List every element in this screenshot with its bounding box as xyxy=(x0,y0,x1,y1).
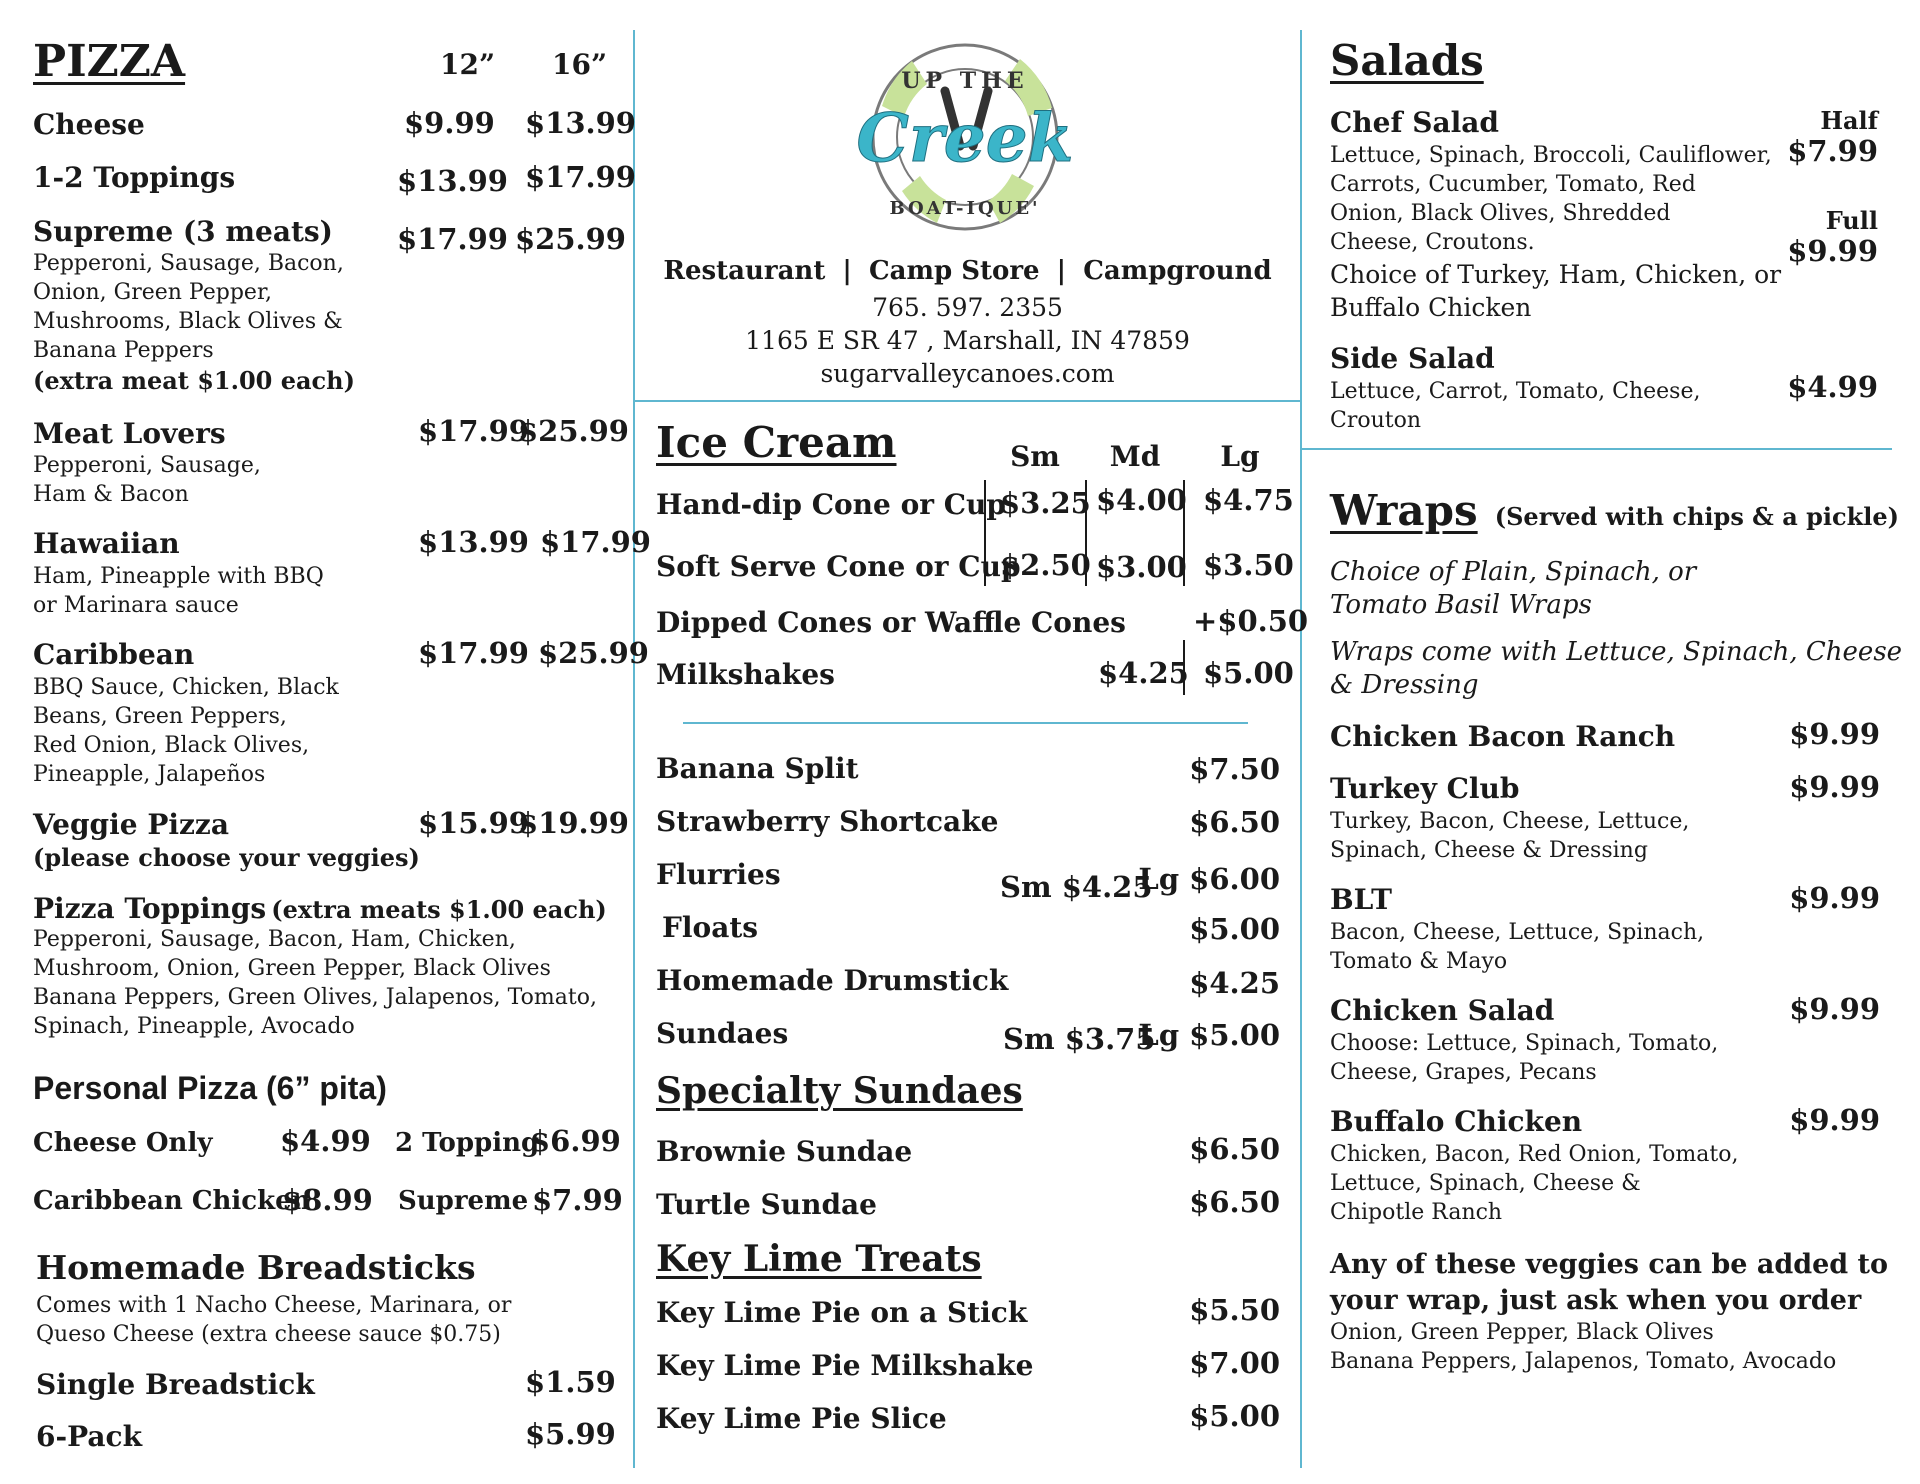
pizza-price-12: $13.99 xyxy=(418,525,529,559)
pizza-price-16: $25.99 xyxy=(538,636,649,670)
key-lime-item-price: $7.00 xyxy=(1189,1346,1280,1380)
wrap-item-name: BLT xyxy=(1330,883,1392,916)
treat-item-name: Strawberry Shortcake xyxy=(656,805,999,838)
header-divider xyxy=(633,400,1302,402)
desc-line: Chipotle Ranch xyxy=(1330,1200,1503,1225)
treat-item-name: Flurries xyxy=(656,858,781,891)
treat-item-price: $5.00 xyxy=(1189,912,1280,946)
pizza-price-12: $17.99 xyxy=(418,636,529,670)
desc-line: Bacon, Cheese, Lettuce, Spinach, xyxy=(1330,920,1705,945)
desc-line: Pepperoni, Sausage, xyxy=(33,453,261,478)
desc-line: Onion, Green Pepper, xyxy=(33,280,273,305)
wrap-item-price: $9.99 xyxy=(1789,992,1880,1026)
desc-line: Lettuce, Carrot, Tomato, Cheese, xyxy=(1330,379,1701,404)
toppings-title: Pizza Toppings xyxy=(33,892,267,925)
wrap-item-desc xyxy=(1330,918,1704,976)
treat-item-name: Sundaes xyxy=(656,1017,789,1050)
salad-full-label: Full xyxy=(1825,206,1878,235)
ice-cream-price-lg: $4.75 xyxy=(1203,483,1294,517)
size-header-lg: Lg xyxy=(1220,440,1260,473)
ice-cream-item-name: Milkshakes xyxy=(656,658,835,691)
website: sugarvalleycanoes.com xyxy=(820,359,1115,388)
pizza-price-12: $9.99 xyxy=(404,106,495,140)
desc-line: Buffalo Chicken xyxy=(1330,293,1532,322)
veggies-title-line: your wrap, just ask when you order xyxy=(1330,1285,1862,1316)
specialty-sundaes-title: Specialty Sundaes xyxy=(656,1070,1023,1112)
personal-item-price: $6.99 xyxy=(530,1124,621,1158)
logo-bottom-text: BOAT-IQUE' xyxy=(889,198,1041,219)
logo-top-text: UP THE xyxy=(901,68,1029,94)
ice-cream-price-lg: $5.00 xyxy=(1203,656,1294,690)
treat-item-name: Floats xyxy=(662,911,759,944)
size-header-16: 16” xyxy=(552,48,608,81)
treat-item-price-sm: Sm $3.75 xyxy=(1003,1022,1156,1056)
desc-line: Cheese, Croutons. xyxy=(1330,230,1535,255)
salad-half-label: Half xyxy=(1820,106,1878,135)
size-header-sm: Sm xyxy=(1010,440,1060,473)
ice-cream-price-sm: $3.25 xyxy=(1000,486,1091,520)
nav-separator: | xyxy=(842,256,852,286)
desc-line: Banana Peppers, Jalapenos, Tomato, Avocado xyxy=(1330,1349,1837,1374)
salad-item-price: $4.99 xyxy=(1787,370,1878,404)
ice-cream-price-md: $4.00 xyxy=(1096,483,1187,517)
veggies-title-line: Any of these veggies can be added to xyxy=(1330,1249,1889,1280)
wrap-item-price: $9.99 xyxy=(1789,717,1880,751)
ice-cream-item-name: Dipped Cones or Waffle Cones xyxy=(656,606,1126,639)
header-nav xyxy=(640,256,1295,286)
salad-item-name: Chef Salad xyxy=(1330,106,1499,139)
ice-cream-title: Ice Cream xyxy=(656,418,897,467)
wrap-item-price: $9.99 xyxy=(1789,881,1880,915)
key-lime-item-name: Key Lime Pie Slice xyxy=(656,1402,947,1435)
personal-item-name: Cheese Only xyxy=(33,1128,213,1158)
key-lime-title: Key Lime Treats xyxy=(656,1238,982,1280)
desc-line: Spinach, Pineapple, Avocado xyxy=(33,1014,355,1039)
personal-item-name: Supreme xyxy=(398,1186,529,1216)
desc-line: Mushroom, Onion, Green Pepper, Black Olives xyxy=(33,956,551,981)
wrap-item-desc xyxy=(1330,1029,1718,1087)
desc-line: Crouton xyxy=(1330,408,1422,433)
desc-line: Pepperoni, Sausage, Bacon, xyxy=(33,251,344,276)
key-lime-item-name: Key Lime Pie on a Stick xyxy=(656,1296,1028,1329)
salad-half-price: $7.99 xyxy=(1787,134,1878,168)
salads-divider xyxy=(1300,448,1892,450)
salad-item-desc xyxy=(1330,377,1700,435)
ice-cream-divider xyxy=(683,722,1248,724)
desc-line: Lettuce, Spinach, Cheese & xyxy=(1330,1171,1641,1196)
desc-line: Choose: Lettuce, Spinach, Tomato, xyxy=(1330,1031,1719,1056)
desc-line: Comes with 1 Nacho Cheese, Marinara, or xyxy=(36,1293,512,1318)
pizza-price-12: $13.99 xyxy=(397,164,508,198)
pizza-item-name: Meat Lovers xyxy=(33,417,226,450)
pizza-item-desc xyxy=(33,249,344,365)
personal-item-price: $8.99 xyxy=(282,1183,373,1217)
desc-line: Lettuce, Spinach, Broccoli, Cauliflower, xyxy=(1330,143,1772,168)
breadsticks-desc xyxy=(36,1291,511,1349)
toppings-note: (extra meats $1.00 each) xyxy=(271,895,607,924)
salad-item-name: Side Salad xyxy=(1330,342,1495,375)
wrap-item-name: Chicken Bacon Ranch xyxy=(1330,720,1676,753)
ice-cream-price-md: $3.00 xyxy=(1096,550,1187,584)
wrap-item-name: Turkey Club xyxy=(1330,772,1520,805)
wraps-title: Wraps xyxy=(1330,486,1478,535)
desc-line: & Dressing xyxy=(1330,670,1479,700)
treat-item-name: Homemade Drumstick xyxy=(656,964,1009,997)
treat-item-name: Banana Split xyxy=(656,752,859,785)
size-header-md: Md xyxy=(1109,440,1161,473)
breadstick-item-name: 6-Pack xyxy=(36,1420,142,1453)
wrap-item-name: Chicken Salad xyxy=(1330,994,1555,1027)
salad-item-desc xyxy=(1330,141,1772,257)
desc-line: Banana Peppers, Green Olives, Jalapenos, Tomato, xyxy=(33,985,597,1010)
pizza-item-name: Cheese xyxy=(33,108,145,141)
wraps-choice xyxy=(1330,556,1696,622)
pizza-item-note: (please choose your veggies) xyxy=(33,843,420,872)
wraps-heading xyxy=(1330,486,1899,535)
ice-cream-item-name: Hand-dip Cone or Cup xyxy=(656,488,1006,521)
breadstick-item-name: Single Breadstick xyxy=(36,1368,315,1401)
desc-line: Onion, Green Pepper, Black Olives xyxy=(1330,1320,1714,1345)
personal-item-name: Caribbean Chicken xyxy=(33,1186,311,1216)
personal-item-price: $7.99 xyxy=(532,1183,623,1217)
desc-line: Pepperoni, Sausage, Bacon, Ham, Chicken, xyxy=(33,927,516,952)
up-the-creek-logo xyxy=(842,26,1098,248)
treat-item-price: $6.50 xyxy=(1189,805,1280,839)
ice-cream-price-lg: +$0.50 xyxy=(1193,604,1309,638)
pizza-price-16: $17.99 xyxy=(540,525,651,559)
desc-line: Wraps come with Lettuce, Spinach, Cheese xyxy=(1330,637,1903,667)
desc-line: Mushrooms, Black Olives & xyxy=(33,309,343,334)
pizza-title: PIZZA xyxy=(33,36,186,87)
desc-line: or Marinara sauce xyxy=(33,593,239,618)
nav-separator: | xyxy=(1056,256,1067,286)
pizza-price-12: $15.99 xyxy=(418,806,529,840)
column-divider-left xyxy=(633,30,635,1468)
wrap-item-name: Buffalo Chicken xyxy=(1330,1105,1583,1138)
logo-main-text: Creek xyxy=(856,99,1074,177)
nav-campground: Campground xyxy=(1083,256,1272,286)
wrap-item-price: $9.99 xyxy=(1789,770,1880,804)
pizza-item-name: 1-2 Toppings xyxy=(33,161,236,194)
salad-full-price: $9.99 xyxy=(1787,234,1878,268)
breadstick-item-price: $5.99 xyxy=(525,1417,616,1451)
pizza-price-12: $17.99 xyxy=(397,222,508,256)
desc-line: Onion, Black Olives, Shredded xyxy=(1330,201,1671,226)
treat-item-price: Lg $6.00 xyxy=(1138,862,1280,896)
desc-line: Cheese, Grapes, Pecans xyxy=(1330,1060,1597,1085)
phone-number: 765. 597. 2355 xyxy=(872,293,1063,322)
sundae-item-name: Brownie Sundae xyxy=(656,1135,913,1168)
breadsticks-title: Homemade Breadsticks xyxy=(36,1248,476,1287)
sundae-item-price: $6.50 xyxy=(1189,1132,1280,1166)
treat-item-price: $4.25 xyxy=(1189,966,1280,1000)
ice-cream-price-md: $4.25 xyxy=(1098,656,1189,690)
veggies-title xyxy=(1330,1247,1888,1319)
nav-camp-store: Camp Store xyxy=(868,256,1040,286)
pizza-item-note: (extra meat $1.00 each) xyxy=(33,366,355,395)
wrap-item-desc xyxy=(1330,807,1689,865)
pizza-item-desc xyxy=(33,673,339,789)
desc-line: Pineapple, Jalapeños xyxy=(33,762,266,787)
desc-line: Tomato & Mayo xyxy=(1330,949,1508,974)
pizza-item-name: Caribbean xyxy=(33,638,195,671)
pizza-item-desc xyxy=(33,451,261,509)
veggies-list xyxy=(1330,1318,1836,1376)
pizza-item-name: Veggie Pizza xyxy=(33,808,229,841)
pizza-price-16: $13.99 xyxy=(525,106,636,140)
desc-line: Ham, Pineapple with BBQ xyxy=(33,564,324,589)
key-lime-item-price: $5.50 xyxy=(1189,1293,1280,1327)
breadstick-item-price: $1.59 xyxy=(525,1365,616,1399)
wrap-item-price: $9.99 xyxy=(1789,1103,1880,1137)
nav-restaurant: Restaurant xyxy=(663,256,826,286)
desc-line: Carrots, Cucumber, Tomato, Red xyxy=(1330,172,1696,197)
desc-line: Choice of Turkey, Ham, Chicken, or xyxy=(1330,260,1782,289)
treat-item-price: Lg $5.00 xyxy=(1138,1018,1280,1052)
desc-line: Banana Peppers xyxy=(33,338,214,363)
pizza-item-name: Hawaiian xyxy=(33,527,180,560)
pizza-item-desc xyxy=(33,562,324,620)
desc-line: BBQ Sauce, Chicken, Black xyxy=(33,675,339,700)
pizza-price-16: $25.99 xyxy=(518,414,629,448)
personal-item-price: $4.99 xyxy=(280,1124,371,1158)
desc-line: Spinach, Cheese & Dressing xyxy=(1330,838,1648,863)
sundae-item-name: Turtle Sundae xyxy=(656,1188,877,1221)
treat-item-price: $7.50 xyxy=(1189,752,1280,786)
ice-cream-item-name: Soft Serve Cone or Cup xyxy=(656,550,1021,583)
desc-line: Chicken, Bacon, Red Onion, Tomato, xyxy=(1330,1142,1739,1167)
desc-line: Tomato Basil Wraps xyxy=(1330,590,1592,620)
key-lime-item-price: $5.00 xyxy=(1189,1399,1280,1433)
desc-line: Turkey, Bacon, Cheese, Lettuce, xyxy=(1330,809,1690,834)
desc-line: Ham & Bacon xyxy=(33,482,189,507)
desc-line: Red Onion, Black Olives, xyxy=(33,733,310,758)
wrap-item-desc xyxy=(1330,1140,1738,1227)
size-header-12: 12” xyxy=(440,48,496,81)
salads-title: Salads xyxy=(1330,36,1484,85)
column-divider-right xyxy=(1300,30,1302,1468)
wraps-subtitle: (Served with chips & a pickle) xyxy=(1494,502,1899,531)
desc-line: Choice of Plain, Spinach, or xyxy=(1330,557,1697,587)
pizza-toppings-heading xyxy=(33,892,607,925)
toppings-desc xyxy=(33,925,597,1041)
salad-item-choice xyxy=(1330,258,1781,324)
pizza-price-16: $19.99 xyxy=(518,806,629,840)
pizza-price-16: $25.99 xyxy=(515,222,626,256)
wraps-come-with xyxy=(1330,636,1902,702)
desc-line: Queso Cheese (extra cheese sauce $0.75) xyxy=(36,1322,501,1347)
key-lime-item-name: Key Lime Pie Milkshake xyxy=(656,1349,1034,1382)
treat-item-price-sm: Sm $4.25 xyxy=(1000,870,1153,904)
personal-item-name: 2 Topping xyxy=(395,1128,540,1158)
address: 1165 E SR 47 , Marshall, IN 47859 xyxy=(745,326,1190,355)
personal-pizza-title: Personal Pizza (6” pita) xyxy=(33,1070,387,1106)
pizza-item-name: Supreme (3 meats) xyxy=(33,215,333,248)
pizza-price-12: $17.99 xyxy=(418,414,529,448)
ice-cream-price-sm: $2.50 xyxy=(1000,548,1091,582)
sundae-item-price: $6.50 xyxy=(1189,1185,1280,1219)
pizza-price-16: $17.99 xyxy=(525,160,636,194)
desc-line: Beans, Green Peppers, xyxy=(33,704,287,729)
ice-cream-price-lg: $3.50 xyxy=(1203,548,1294,582)
